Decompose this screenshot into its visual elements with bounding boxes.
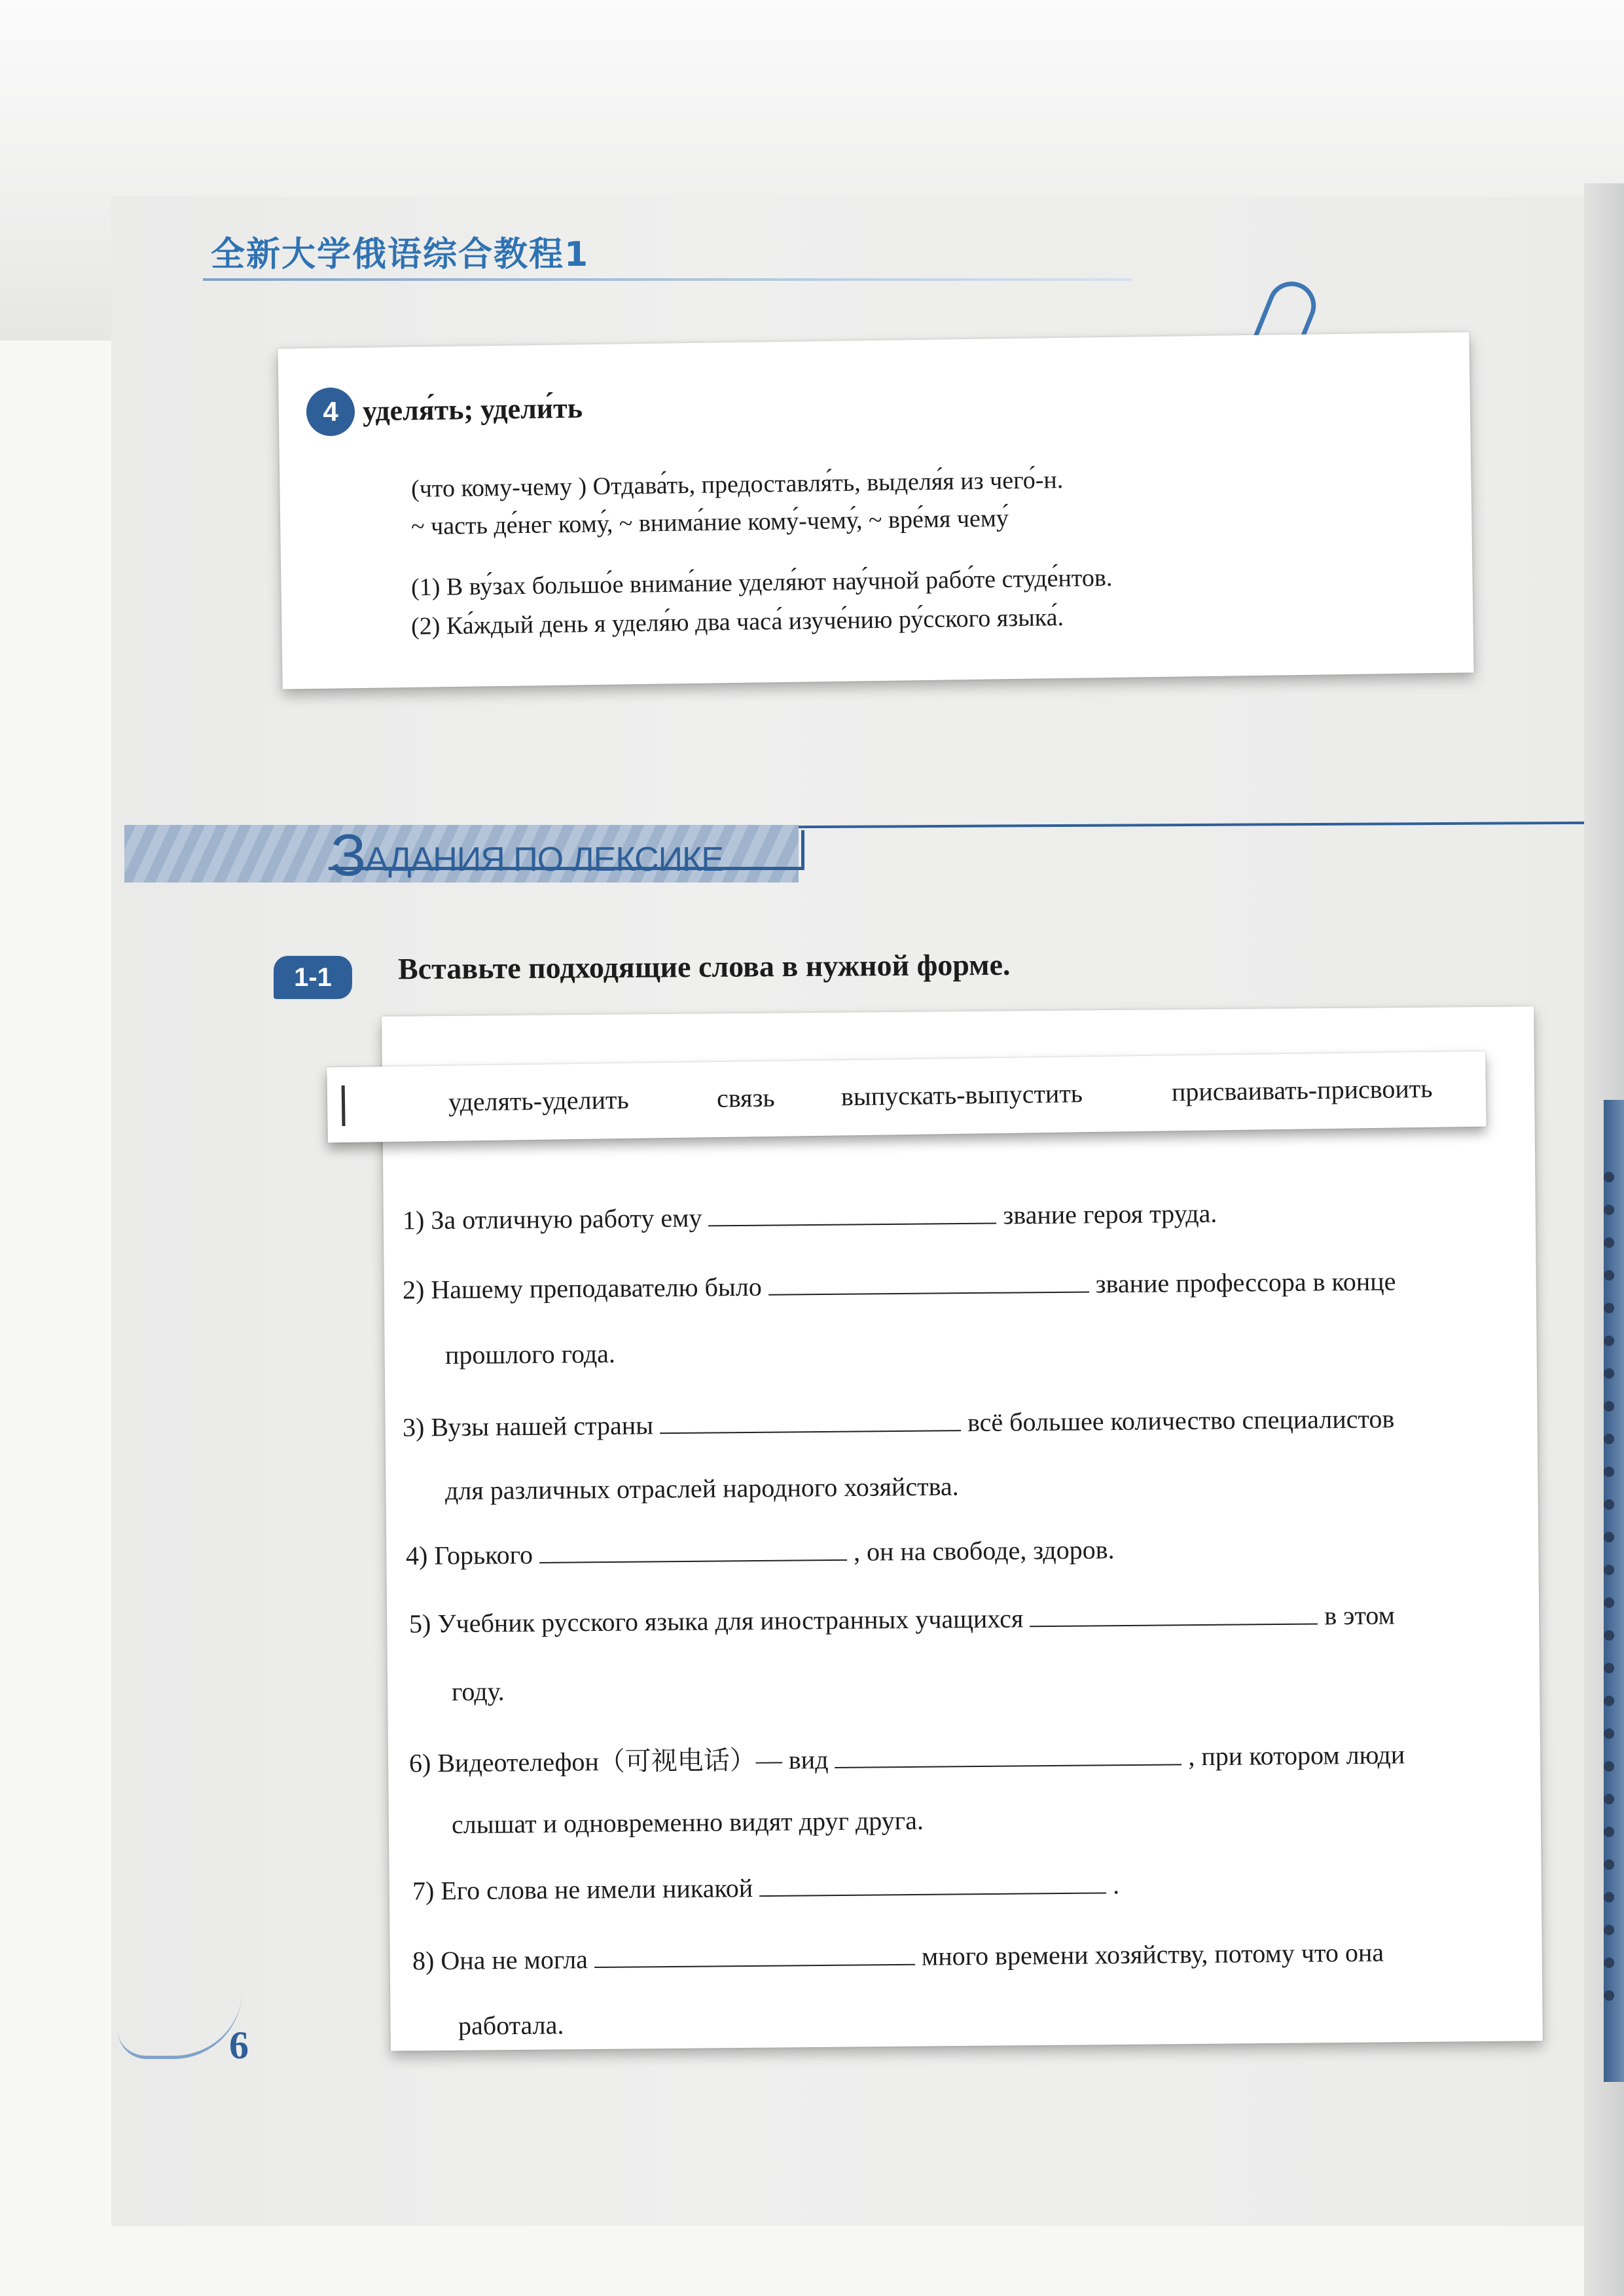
page-number: 6 [229, 2024, 249, 2067]
vocab-example-1: (1) В ву́зах большо́е внима́ние уделя́ют нау́чной рабо́те студе́нтов. [410, 564, 1113, 602]
exercise-instruction: Вставьте подходящие слова в нужной форме. [397, 947, 1011, 986]
item-text: . [1112, 1870, 1120, 1900]
binding-ring-icon [1604, 1892, 1614, 1903]
book-title: 全新大学俄语综合教程1 [211, 235, 590, 274]
binding-ring-icon [1604, 1761, 1614, 1772]
exercise-number-badge: 1-1 [274, 956, 352, 999]
vocab-headword: уделя́ть; удели́ть [362, 392, 583, 428]
binding-ring-icon [1604, 1630, 1614, 1641]
vocab-definition: (что кому-чему ) Отдава́ть, предоставля́ть, выделя́я из чего́-н. [410, 466, 1064, 503]
answer-blank[interactable] [594, 1942, 915, 1968]
binding-ring-icon [1604, 1303, 1614, 1313]
binding-ring-icon [1604, 1434, 1614, 1444]
binding-ring-icon [1604, 1467, 1614, 1477]
binding-ring-icon [1604, 1794, 1614, 1804]
binding-ring-icon [1604, 1270, 1614, 1281]
item-text: 5) Учебник русского языка для иностранных учащихся [408, 1603, 1024, 1639]
vocab-example-2: (2) Ка́ждый день я уделя́ю два часа́ изуче́нию ру́сского языка́. [410, 604, 1064, 640]
answer-blank[interactable] [768, 1269, 1089, 1295]
binding-ring-icon [1604, 1172, 1614, 1182]
binding-ring-icon [1604, 1663, 1614, 1673]
vocab-number-badge: 4 [306, 388, 355, 436]
item-text: звание профессора в конце [1095, 1266, 1396, 1299]
item-text: , при котором люди [1188, 1740, 1405, 1772]
exercise-item-4 [406, 1534, 1115, 1571]
word-bank-item: связь [716, 1082, 775, 1114]
answer-blank[interactable] [708, 1201, 996, 1227]
item-text: всё большее количество специалистов [967, 1404, 1395, 1438]
binding-ring-icon [1604, 1237, 1614, 1248]
binding-ring-icon [1604, 1859, 1614, 1870]
item-text: , он на свободе, здоров. [853, 1535, 1115, 1567]
item-text: звание героя труда. [1003, 1198, 1218, 1230]
word-bank-item: уделять-уделить [448, 1084, 629, 1117]
vocab-collocations: ~ часть де́нег кому́, ~ внима́ние кому́-чему́, ~ вре́мя чему́ [410, 504, 1009, 541]
answer-blank[interactable] [539, 1537, 847, 1563]
exercise-item-6-cont: слышат и одновременно видят друг друга. [451, 1805, 924, 1840]
binding-ring-icon [1604, 1990, 1614, 2001]
item-text: 1) За отличную работу ему [402, 1203, 702, 1235]
exercise-item-7 [412, 1869, 1120, 1906]
answer-blank[interactable] [660, 1408, 961, 1434]
item-text: 2) Нашему преподавателю было [402, 1271, 762, 1305]
item-text: 8) Она не могла [412, 1944, 588, 1976]
binding-ring-icon [1604, 1728, 1614, 1739]
item-text: 3) Вузы нашей страны [402, 1410, 654, 1442]
item-text: в этом [1324, 1600, 1396, 1631]
binding-ring-icon [1604, 1499, 1614, 1510]
section-title: АДАНИЯ ПО ЛЕКСИКЕ [365, 841, 723, 879]
binding-ring-icon [1604, 1401, 1614, 1412]
binding-ring-icon [1604, 1336, 1614, 1346]
exercise-item-5-cont: году. [451, 1676, 505, 1707]
answer-blank[interactable] [759, 1870, 1106, 1897]
word-bank-marker [342, 1085, 346, 1126]
binding-ring-icon [1604, 1696, 1614, 1706]
binding-ring-icon [1604, 1565, 1614, 1575]
header-rule [203, 278, 1132, 281]
exercise-item-2-cont: прошлого года. [444, 1338, 616, 1370]
item-text: 4) Горького [405, 1540, 533, 1571]
binding-ring-icon [1604, 1925, 1614, 1935]
binding-ring-icon [1604, 1827, 1614, 1837]
exercise-item-3-cont: для различных отраслей народного хозяйства. [444, 1471, 959, 1506]
exercise-item-8-cont: работала. [458, 2010, 564, 2041]
answer-blank[interactable] [1030, 1601, 1318, 1627]
binding-ring-icon [1604, 1368, 1614, 1379]
binding-ring-icon [1604, 1958, 1614, 1968]
answer-blank[interactable] [835, 1741, 1182, 1768]
item-text: 6) Видеотелефон（可视电话）— вид [408, 1745, 829, 1778]
binding-ring-icon [1604, 1532, 1614, 1542]
item-text: много времени хозяйству, потому что она [921, 1937, 1384, 1971]
word-bank-item: выпускать-выпустить [840, 1078, 1083, 1112]
binding-ring-icon [1604, 1597, 1614, 1608]
item-text: 7) Его слова не имели никакой [412, 1873, 753, 1906]
binding-ring-icon [1604, 1205, 1614, 1215]
word-bank-item: присваивать-присвоить [1171, 1073, 1433, 1107]
section-title-initial: З [331, 823, 367, 888]
